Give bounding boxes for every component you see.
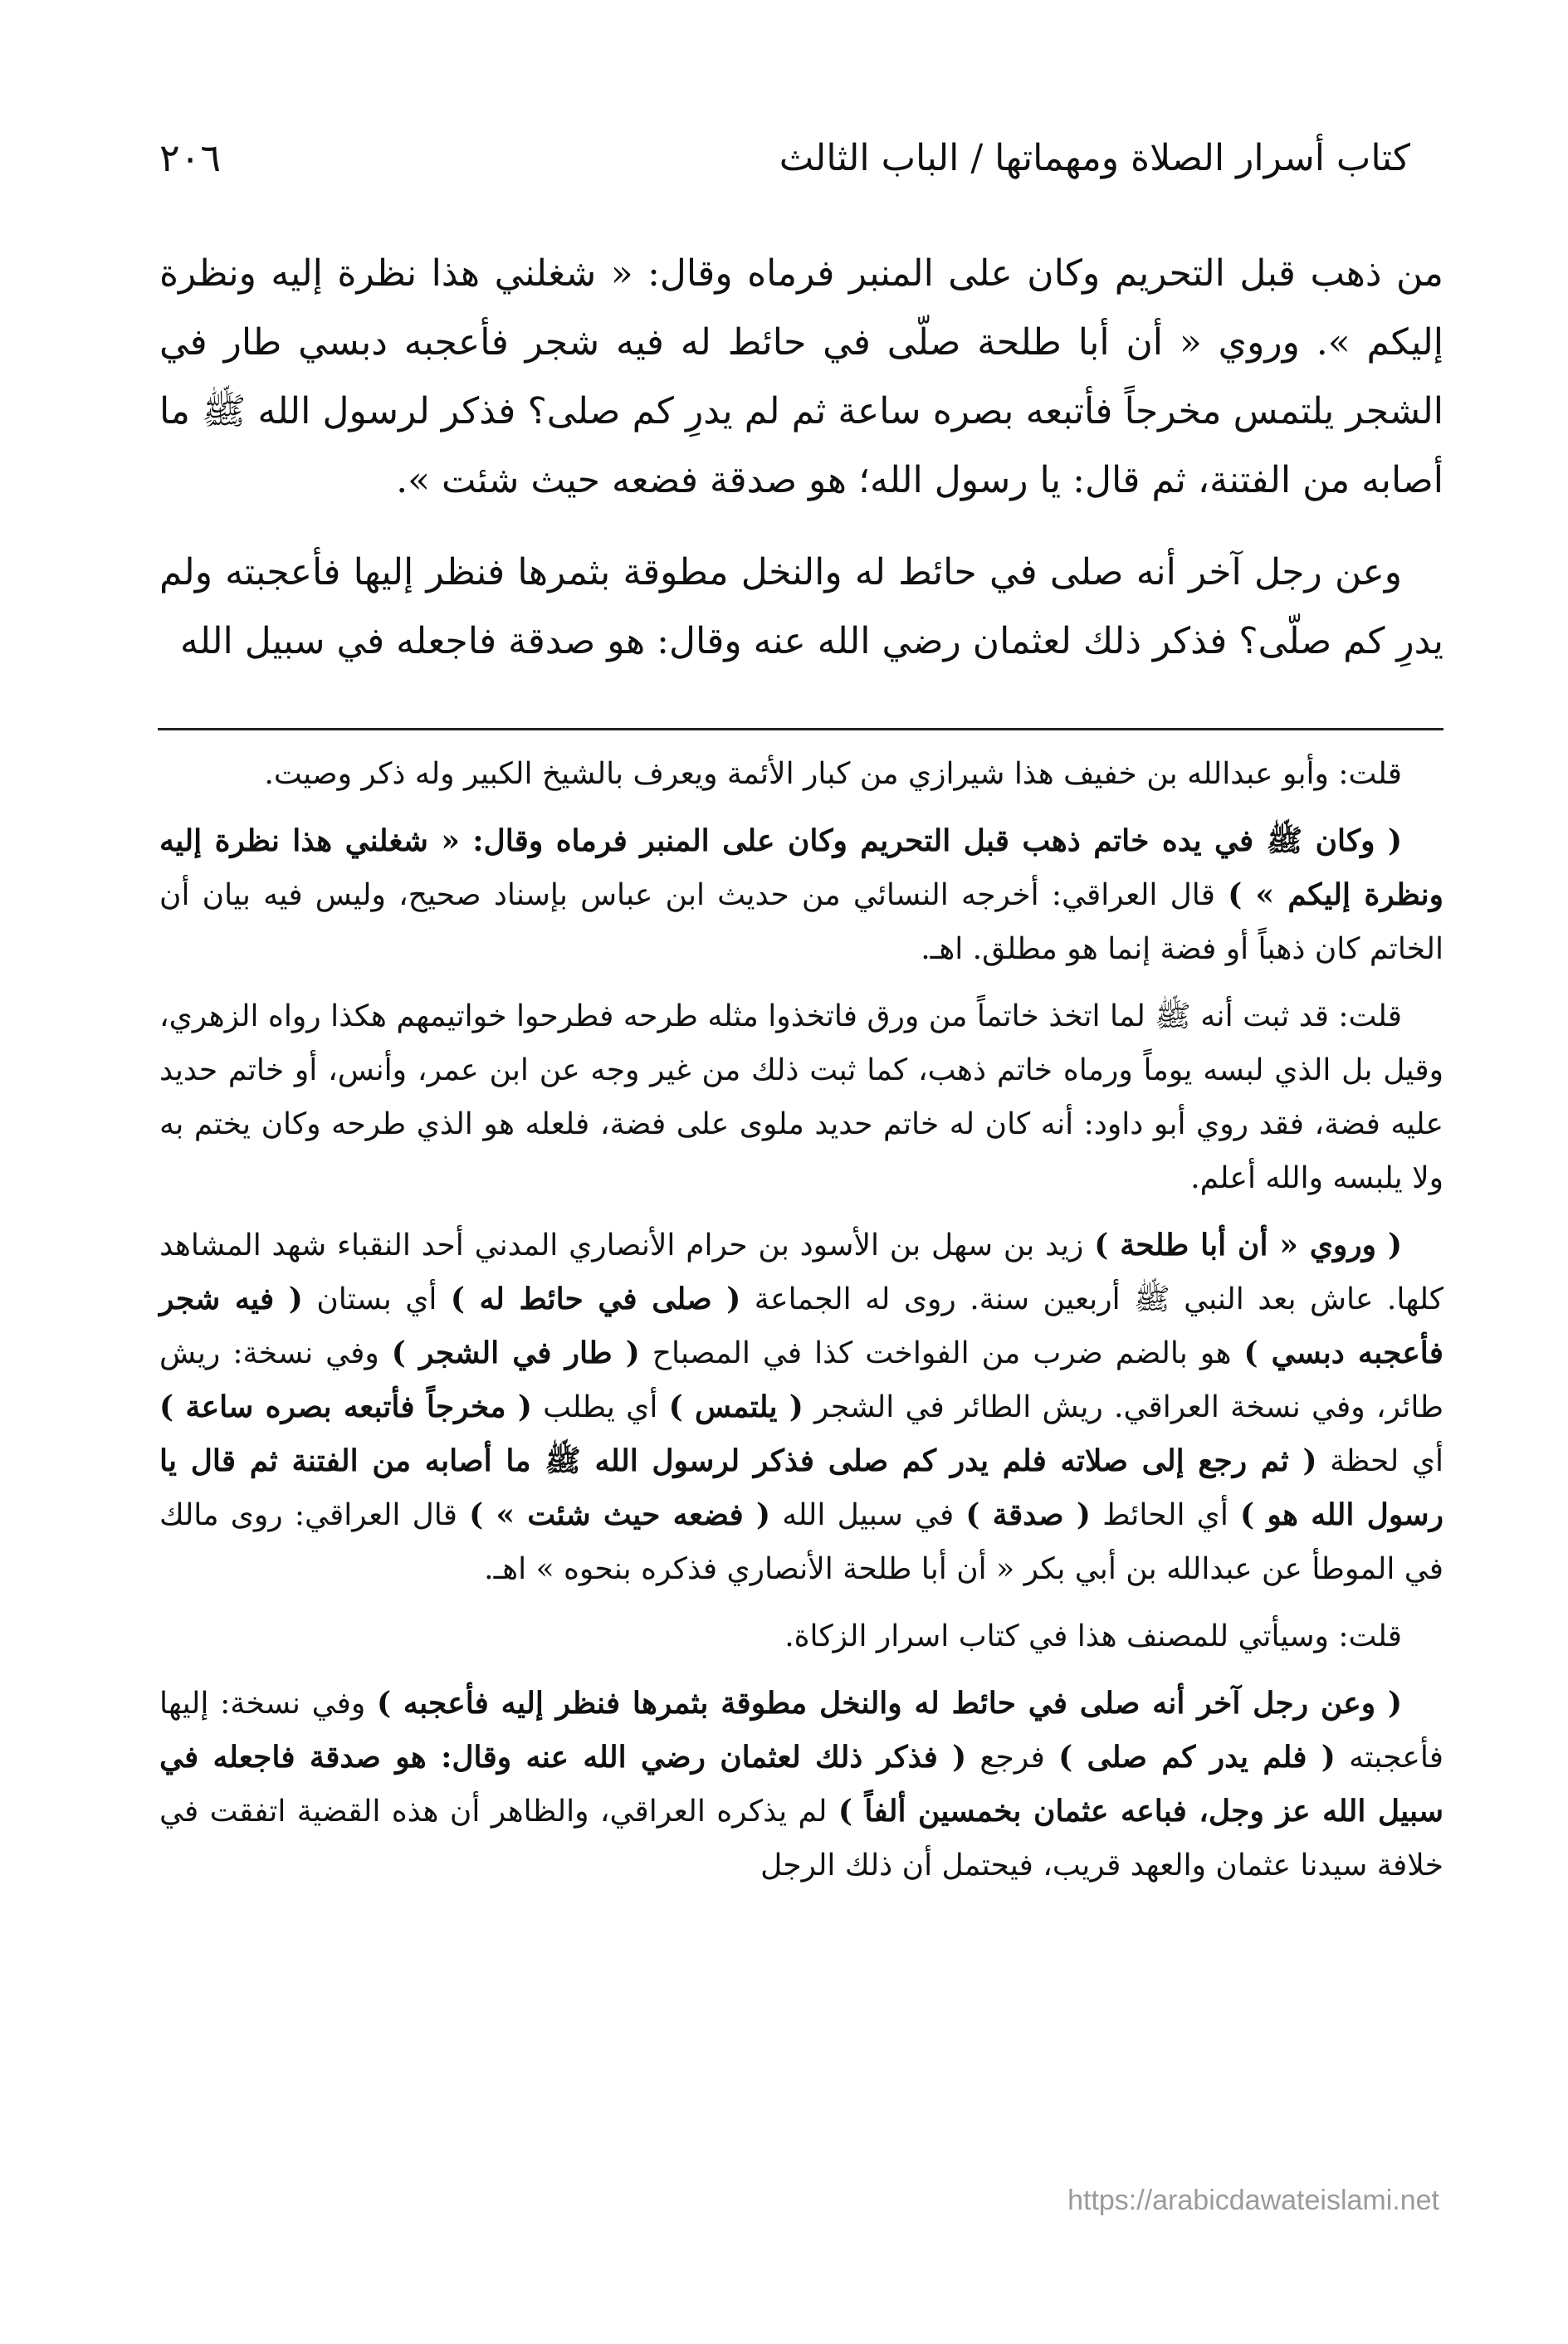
matn-quote: ( فضعه حيث شئت » ) xyxy=(469,1497,771,1532)
matn-quote: ( صلى في حائط له ) xyxy=(450,1282,741,1316)
matn-quote: ( فيه شجر فأعجبه دبسي ) xyxy=(159,1282,1443,1370)
commentary-text: قال العراقي: أخرجه النسائي من حديث ابن عباس بإسناد صحيح، وليس فيه بيان أن الخاتم كان ذهباً أو فضة إنما هو مطلق. اهـ. xyxy=(159,878,1443,966)
matn-quote: ( فذكر ذلك لعثمان رضي الله عنه وقال: هو صدقة فاجعله في سبيل الله عز وجل، فباعه عثمان بخمسين ألفاً ) xyxy=(159,1740,1443,1829)
commentary-text: أي بستان xyxy=(302,1282,451,1316)
commentary-text: قال العراقي: روى مالك في الموطأ عن عبدالله بن أبي بكر « أن أبا طلحة الأنصاري فذكره بنحوه » اهـ. xyxy=(159,1498,1443,1586)
main-paragraph-2: وعن رجل آخر أنه صلى في حائط له والنخل مطوقة بثمرها فنظر إليها فأعجبته ولم يدرِ كم صلّى؟ فذكر ذلك لعثمان رضي الله عنه وقال: هو صدقة فاجعله في سبيل الله xyxy=(159,551,1443,662)
commentary-text: وفي نسخة: إليها فأعجبته xyxy=(159,1687,1443,1775)
commentary xyxy=(159,747,1443,1906)
matn-quote: ( فلم يدر كم صلى ) xyxy=(1058,1740,1336,1775)
main-paragraph-1: من ذهب قبل التحريم وكان على المنبر فرماه وقال: « شغلني هذا نظرة إليه ونظرة إليكم ». وروي « أن أبا طلحة صلّى في حائط له فيه شجر فأعجبه دبسي طار في الشجر يلتمس مخرجاً فأتبعه بصره ساعة ثم لم يدرِ كم صلى؟ فذكر لرسول الله ﷺ ما أصابه من الفتنة، ثم قال: يا رسول الله؛ هو صدقة فضعه حيث شئت ». xyxy=(159,252,1443,501)
matn-quote: ( مخرجاً فأتبعه بصره ساعة ) xyxy=(159,1389,532,1424)
commentary-text: هو بالضم ضرب من الفواخت كذا في المصباح xyxy=(639,1336,1244,1370)
page-header xyxy=(159,125,1410,191)
commentary-paragraph-1: قلت: وأبو عبدالله بن خفيف هذا شيرازي من كبار الأئمة ويعرف بالشيخ الكبير وله ذكر وصيت. xyxy=(264,757,1402,791)
page-number: ٢٠٦ xyxy=(159,135,222,180)
commentary-paragraph-3: قلت: قد ثبت أنه ﷺ لما اتخذ خاتماً من ورق فاتخذوا مثله طرحه فطرحوا خواتيمهم هكذا رواه الزهري، وقيل بل الذي لبسه يوماً ورماه خاتم ذهب، كما ثبت ذلك من غير وجه عن ابن عمر، وأنس، أو خاتم حديد عليه فضة، فقد روي أبو داود: أنه كان له خاتم حديد ملوى على فضة، فلعله هو الذي طرحه وكان يختم به ولا يلبسه والله أعلم. xyxy=(159,999,1443,1195)
commentary-text: أي لحظة xyxy=(1316,1444,1443,1478)
matn-quote: ( يلتمس ) xyxy=(668,1389,804,1424)
commentary-text: وفي نسخة: ريش طائر، وفي نسخة العراقي. ريش الطائر في الشجر xyxy=(159,1336,1443,1424)
separator-rule xyxy=(158,728,1443,730)
matn-quote: ( صدقة ) xyxy=(965,1497,1091,1532)
commentary-paragraph-6 xyxy=(159,1677,1443,1892)
commentary-text: أي الحائط xyxy=(1090,1498,1241,1532)
commentary-text: أي يطلب xyxy=(531,1390,669,1424)
commentary-paragraph-5: قلت: وسيأتي للمصنف هذا في كتاب اسرار الزكاة. xyxy=(784,1619,1402,1653)
commentary-text: فرجع xyxy=(966,1741,1059,1775)
commentary-text: لم يذكره العراقي، والظاهر أن هذه القضية اتفقت في خلافة سيدنا عثمان والعهد قريب، فيحتمل أن ذلك الرجل xyxy=(159,1795,1443,1883)
running-title: كتاب أسرار الصلاة ومهماتها / الباب الثالث xyxy=(779,136,1410,179)
matn-quote: ( ثم رجع إلى صلاته فلم يدر كم صلى فذكر لرسول الله ﷺ ما أصابه من الفتنة ثم قال يا رسول الله هو ) xyxy=(159,1443,1443,1532)
commentary-paragraph-2 xyxy=(159,814,1443,976)
matn-quote: ( وروي « أن أبا طلحة ) xyxy=(1094,1228,1403,1262)
commentary-paragraph-4 xyxy=(159,1218,1443,1596)
matn-quote: ( وكان ﷺ في يده خاتم ذهب قبل التحريم وكان على المنبر فرماه وقال: « شغلني هذا نظرة إليه ونظرة إليكم » ) xyxy=(159,823,1443,912)
main-text xyxy=(159,239,1443,676)
commentary-text: زيد بن سهل بن الأسود بن حرام الأنصاري المدني أحد النقباء شهد المشاهد كلها. عاش بعد النبي ﷺ أربعين سنة. روى له الجماعة xyxy=(159,1228,1443,1316)
commentary-text: في سبيل الله xyxy=(770,1498,966,1532)
matn-quote: ( طار في الشجر ) xyxy=(391,1336,640,1370)
watermark-url: https://arabicdawateislami.net xyxy=(1067,2185,1439,2216)
matn-quote: ( وعن رجل آخر أنه صلى في حائط له والنخل مطوقة بثمرها فنظر إليه فأعجبه ) xyxy=(376,1686,1402,1721)
